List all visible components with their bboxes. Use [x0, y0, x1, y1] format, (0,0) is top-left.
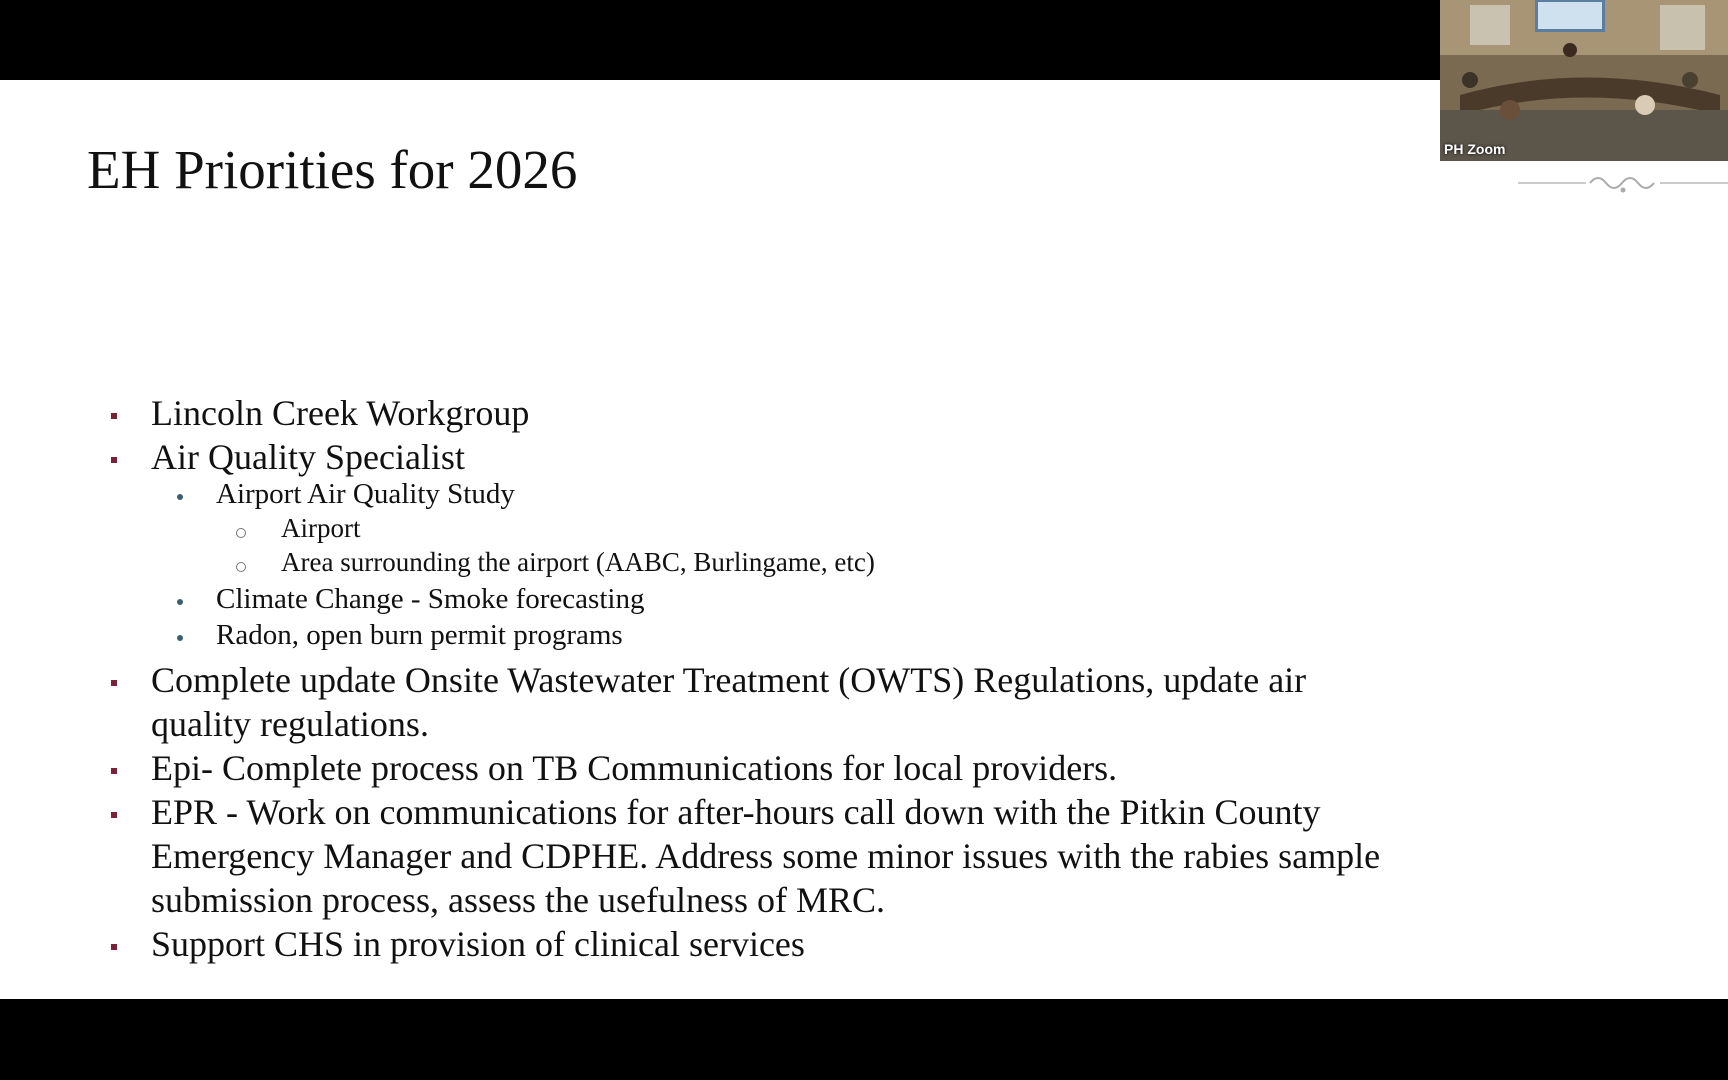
bullet-marker	[111, 457, 117, 463]
bullet-epi: Epi- Complete process on TB Communications for local providers.	[151, 748, 1118, 788]
bullet-marker	[236, 562, 246, 572]
video-thumbnail[interactable]	[1440, 0, 1728, 161]
video-participant-label: PH Zoom	[1444, 141, 1506, 157]
bullet-marker	[111, 812, 117, 818]
bullet-area-surrounding: Area surrounding the airport (AABC, Burlingame, etc)	[281, 547, 875, 577]
bullet-marker	[177, 494, 183, 500]
slide-title: EH Priorities for 2026	[87, 139, 578, 200]
title-ornament	[1518, 168, 1728, 198]
bullet-marker	[236, 528, 246, 538]
bullet-air-quality-specialist: Air Quality Specialist	[151, 437, 465, 477]
bullet-owts-continued: quality regulations.	[151, 704, 429, 744]
bullet-lincoln-creek: Lincoln Creek Workgroup	[151, 393, 530, 433]
bullet-marker	[111, 680, 117, 686]
bullet-radon: Radon, open burn permit programs	[216, 619, 623, 651]
bullet-marker	[177, 635, 183, 641]
bullet-marker	[111, 944, 117, 950]
bullet-epr-continued-2: submission process, assess the usefulness of MRC.	[151, 880, 885, 920]
bullet-owts: Complete update Onsite Wastewater Treatment (OWTS) Regulations, update air	[151, 660, 1307, 700]
meeting-room-image	[1440, 0, 1728, 161]
bullet-airport-study: Airport Air Quality Study	[216, 478, 515, 510]
bullet-chs: Support CHS in provision of clinical services	[151, 924, 805, 964]
bullet-climate-change: Climate Change - Smoke forecasting	[216, 583, 645, 615]
bullet-marker	[111, 413, 117, 419]
bullet-airport: Airport	[281, 513, 361, 543]
bullet-marker	[177, 599, 183, 605]
bullet-marker	[111, 768, 117, 774]
bullet-epr: EPR - Work on communications for after-hours call down with the Pitkin County	[151, 792, 1321, 832]
bullet-epr-continued: Emergency Manager and CDPHE. Address some minor issues with the rabies sample	[151, 836, 1381, 876]
presentation-slide	[0, 80, 1728, 999]
